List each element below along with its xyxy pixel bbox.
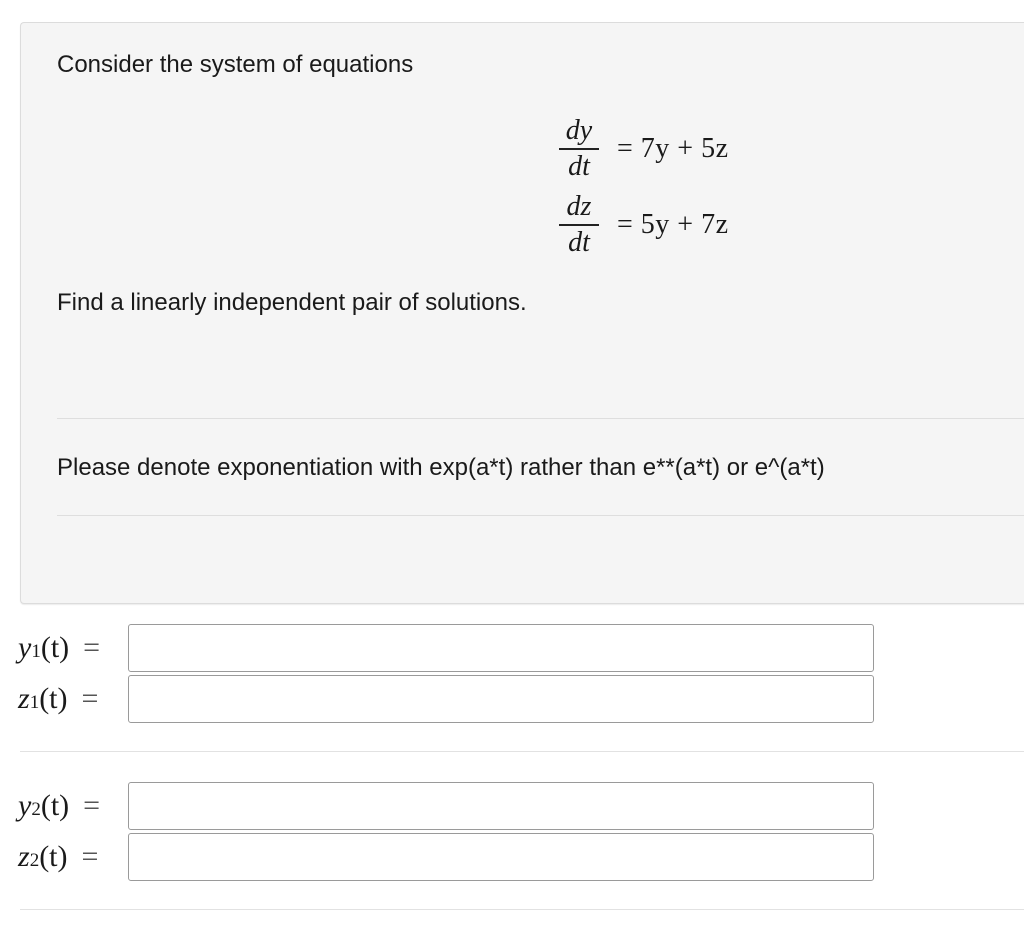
equation-rhs: = 7y + 5z (617, 133, 729, 164)
problem-task: Find a linearly independent pair of solutions. (57, 289, 527, 316)
function-name: z (18, 682, 30, 715)
answer-label-z2 (18, 840, 126, 874)
equals-sign: = (83, 631, 101, 664)
answer-row-y2 (18, 781, 874, 831)
equals-sign: = (83, 789, 101, 822)
fraction-denominator: dt (568, 150, 590, 182)
equation-dy-dt (557, 111, 729, 187)
answer-label-y2 (18, 789, 126, 823)
y2-input[interactable] (128, 782, 874, 830)
equation-dz-dt (557, 187, 729, 263)
function-subscript: 2 (31, 799, 41, 820)
answer-label-z1 (18, 682, 126, 716)
derivative-dy-dt (557, 114, 601, 184)
equation-rhs: = 5y + 7z (617, 209, 729, 240)
z2-input[interactable] (128, 833, 874, 881)
derivative-dz-dt (557, 190, 601, 260)
z1-input[interactable] (128, 675, 874, 723)
answer-row-y1 (18, 623, 874, 673)
function-subscript: 1 (31, 641, 41, 662)
problem-intro: Consider the system of equations (57, 51, 414, 78)
function-name: z (18, 840, 30, 873)
fraction-denominator: dt (568, 226, 590, 258)
answer-row-z1 (18, 674, 874, 724)
function-subscript: 2 (29, 850, 40, 871)
function-subscript: 1 (29, 692, 40, 713)
answer-divider (20, 909, 1024, 910)
equals-sign: = (81, 840, 99, 873)
problem-card (20, 22, 1024, 604)
section-divider (57, 418, 1024, 419)
function-name: y (18, 789, 32, 822)
function-argument: (t) (39, 682, 68, 715)
function-argument: (t) (39, 840, 68, 873)
section-divider (57, 515, 1024, 516)
equation-system (557, 111, 729, 263)
answer-divider (20, 751, 1024, 752)
answer-label-y1 (18, 631, 126, 665)
answer-row-z2 (18, 832, 874, 882)
y1-input[interactable] (128, 624, 874, 672)
function-argument: (t) (40, 631, 70, 664)
fraction-numerator: dy (565, 115, 593, 147)
fraction-numerator: dz (566, 191, 592, 223)
function-name: y (18, 631, 32, 664)
problem-hint: Please denote exponentiation with exp(a*t) rather than e**(a*t) or e^(a*t) (57, 454, 825, 481)
function-argument: (t) (40, 789, 70, 822)
equals-sign: = (81, 682, 99, 715)
